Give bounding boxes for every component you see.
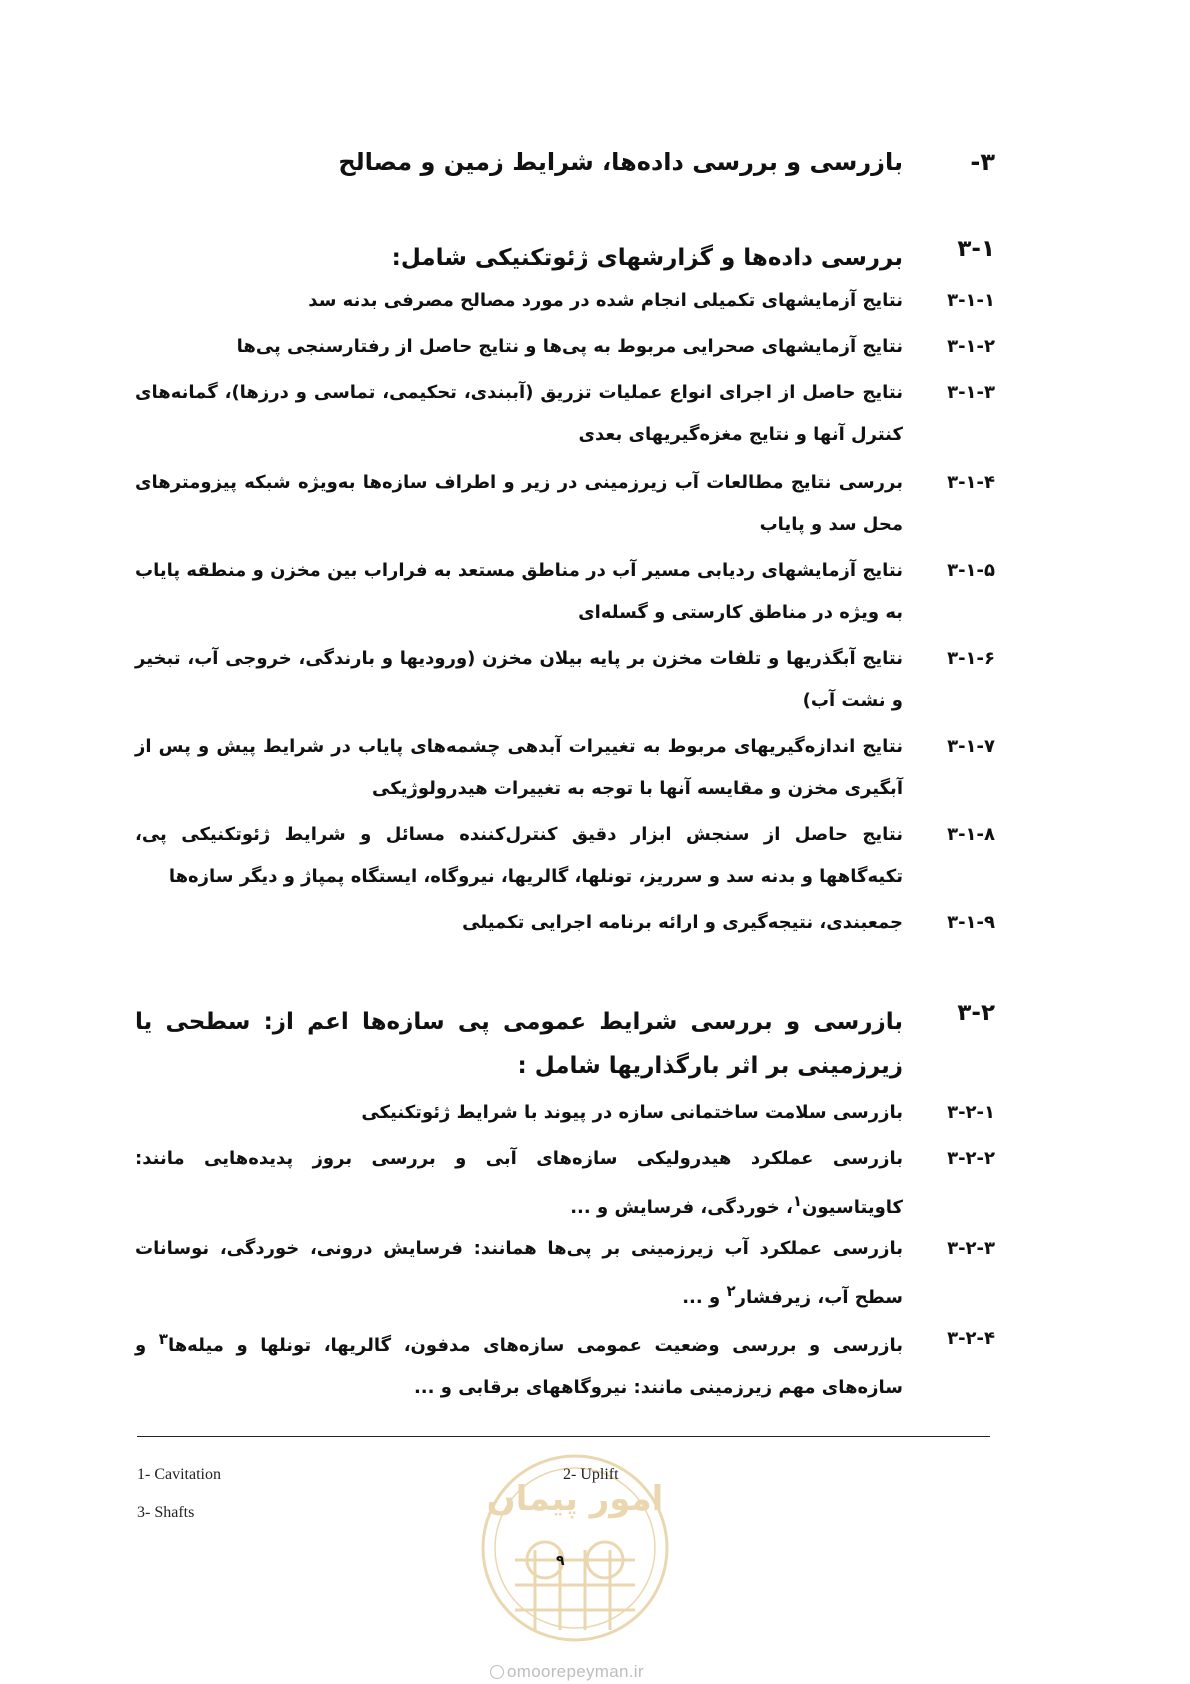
globe-icon [490, 1665, 504, 1679]
page-number: ۹ [556, 1553, 565, 1569]
item-text-a: بازرسی و بررسی وضعیت عمومی سازه‌های مدفون، گالریها، تونلها و میله‌ها [167, 1335, 903, 1356]
chapter-number: ۳- [970, 148, 995, 176]
list-item [135, 326, 995, 368]
list-item [135, 550, 995, 634]
footnote-1: 1- Cavitation [137, 1466, 221, 1483]
section-title: بررسی داده‌ها و گزارشهای ژئوتکنیکی شامل: [391, 245, 903, 271]
list-item [135, 726, 995, 810]
list-item [135, 1318, 995, 1409]
list-item [135, 902, 995, 944]
section-title: بازرسی و بررسی شرایط عمومی پی سازه‌ها اعم از: سطحی یا زیرزمینی بر اثر بارگذاریها شامل : [135, 1009, 903, 1079]
item-text-b: و ... [682, 1287, 727, 1308]
item-text: نتایج آزمایشهای تکمیلی انجام شده در مورد مصالح مصرفی بدنه سد [308, 290, 903, 311]
item-number: ۳-۲-۲ [947, 1148, 995, 1169]
list-item [135, 462, 995, 546]
item-number: ۳-۱-۱ [947, 290, 995, 311]
list-item [135, 814, 995, 898]
item-text: نتایج آزمایشهای ردیابی مسیر آب در مناطق مستعد به فراراب بین مخزن و منطقه پایاب به ویژه در مناطق کارستی و گسله‌ای [135, 560, 903, 623]
item-text-b: و سازه‌های مهم زیرزمینی مانند: نیروگاههای برقابی و ... [135, 1335, 903, 1398]
item-text: بررسی نتایج مطالعات آب زیرزمینی در زیر و اطراف سازه‌ها به‌ویژه شبکه پیزومترهای محل سد و پایاب [135, 472, 903, 535]
list-item [135, 1228, 995, 1319]
item-text [135, 1138, 903, 1229]
website-watermark [490, 1662, 644, 1682]
list-item [135, 280, 995, 322]
item-number: ۳-۲-۴ [947, 1328, 995, 1349]
footnote-2: 2- Uplift [563, 1466, 619, 1483]
item-number: ۳-۱-۴ [947, 472, 995, 493]
item-number: ۳-۱-۳ [947, 382, 995, 403]
item-number: ۳-۲-۱ [947, 1102, 995, 1123]
section-number: ۳-۱ [957, 236, 995, 262]
item-number: ۳-۱-۵ [947, 560, 995, 581]
item-text: نتایج اندازه‌گیریهای مربوط به تغییرات آبدهی چشمه‌های پایاب در شرایط پیش و پس از آبگیری مخزن و مقایسه آنها با توجه به تغییرات هیدرولوژیکی [135, 736, 903, 799]
item-number: ۳-۱-۸ [947, 824, 995, 845]
footnote-ref: ۱ [792, 1192, 803, 1210]
chapter-title: بازرسی و بررسی داده‌ها، شرایط زمین و مصالح [338, 148, 903, 176]
footnote-ref: ۲ [726, 1282, 736, 1300]
item-text: نتایج حاصل از سنجش ابزار دقیق کنترل‌کننده مسائل و شرایط ژئوتکنیکی پی، تکیه‌گاهها و بدنه سد و سرریز، تونلها، گالریها، نیروگاه، ایستگاه پمپاژ و دیگر سازه‌ها [135, 824, 903, 887]
item-text [135, 1318, 903, 1409]
website-text: omoorepeyman.ir [507, 1662, 644, 1681]
item-text-b: ، خوردگی، فرسایش و ... [570, 1197, 793, 1218]
footnote-divider [137, 1436, 990, 1437]
item-text [135, 1228, 903, 1319]
item-number: ۳-۱-۷ [947, 736, 995, 757]
section-heading-3-2 [135, 1000, 995, 1088]
item-number: ۳-۱-۹ [947, 912, 995, 933]
item-number: ۳-۱-۶ [947, 648, 995, 669]
item-text: نتایج آبگذریها و تلفات مخزن بر پایه بیلان مخزن (ورودیها و بارندگی، خروجی آب، تبخیر و نشت آب) [135, 648, 903, 711]
item-number: ۳-۲-۳ [947, 1238, 995, 1259]
item-text: جمعبندی، نتیجه‌گیری و ارائه برنامه اجرایی تکمیلی [462, 912, 903, 933]
item-text: نتایج حاصل از اجرای انواع عملیات تزریق (آببندی، تحکیمی، تماسی و درزها)، گمانه‌های کنترل آنها و نتایج مغزه‌گیریهای بعدی [135, 382, 903, 445]
list-item [135, 638, 995, 722]
item-text: نتایج آزمایشهای صحرایی مربوط به پی‌ها و نتایج حاصل از رفتارسنجی پی‌ها [236, 336, 903, 357]
item-text: بازرسی سلامت ساختمانی سازه در پیوند با شرایط ژئوتکنیکی [361, 1102, 903, 1123]
list-item [135, 372, 995, 456]
section-number: ۳-۲ [957, 1000, 995, 1026]
footnote-ref: ۳ [158, 1330, 168, 1348]
section-heading-3-1 [135, 236, 995, 280]
footnote-3: 3- Shafts [137, 1504, 195, 1521]
list-item [135, 1138, 995, 1229]
item-number: ۳-۱-۲ [947, 336, 995, 357]
item-text-a: بازرسی عملکرد آب زیرزمینی بر پی‌ها همانند: فرسایش درونی، خوردگی، نوسانات سطح آب، زیرفشار [135, 1238, 903, 1308]
list-item [135, 1092, 995, 1134]
item-text-a: بازرسی عملکرد هیدرولیکی سازه‌های آبی و بررسی بروز پدیده‌هایی مانند: کاویتاسیون [135, 1148, 903, 1218]
chapter-heading [135, 148, 995, 192]
watermark-text: امور پیمان [486, 1479, 664, 1519]
